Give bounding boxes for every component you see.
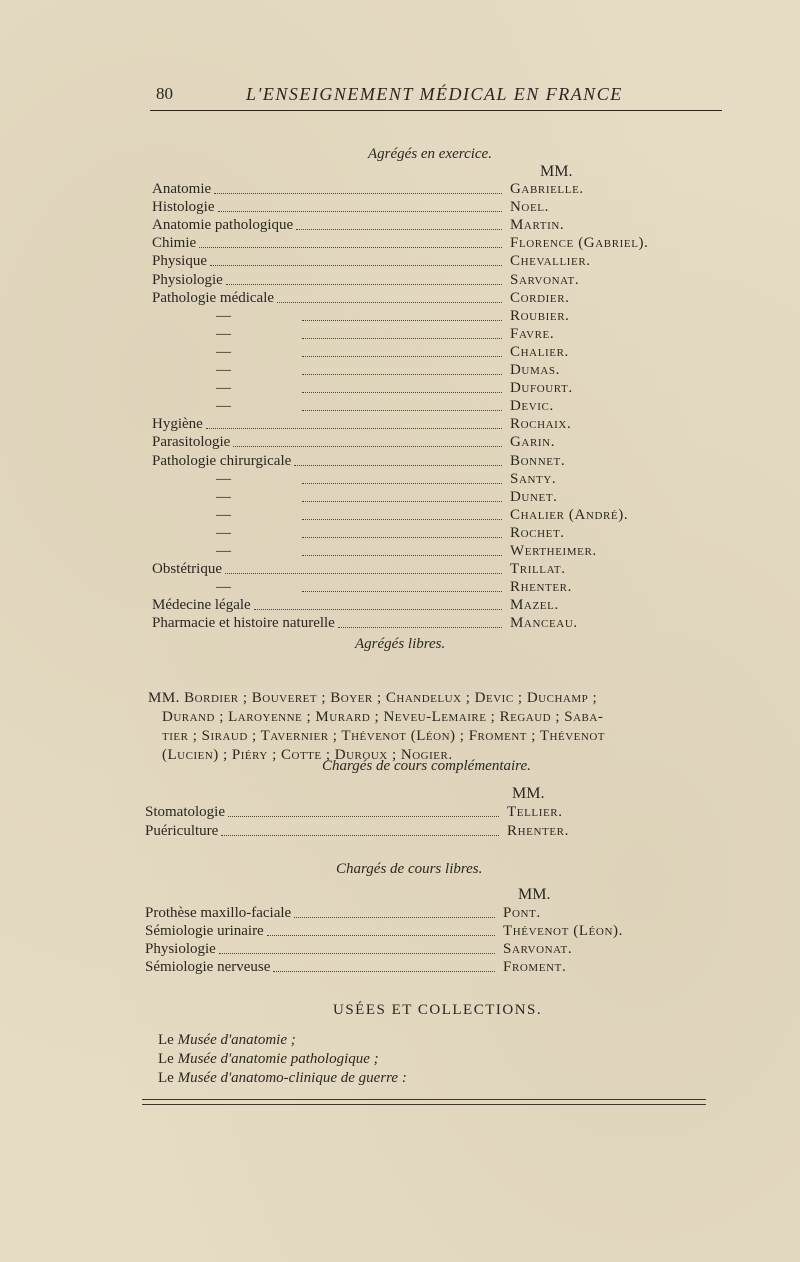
leader-dots xyxy=(302,555,502,556)
musee-name: Musée d'anatomie pathologique ; xyxy=(177,1051,379,1067)
entry-subject: Chimie xyxy=(152,235,197,252)
entry-name: Bonnet. xyxy=(510,452,566,469)
entry-subject: Physique xyxy=(152,253,208,270)
leader-dots xyxy=(214,193,502,194)
entry-row xyxy=(145,958,725,976)
entry-subject: Pharmacie et histoire naturelle xyxy=(152,615,335,632)
entry-row xyxy=(145,803,725,821)
section-title-musees: USÉES ET COLLECTIONS. xyxy=(333,1002,543,1018)
entry-row xyxy=(152,252,732,270)
entry-subject: Pathologie chirurgicale xyxy=(152,452,292,469)
libres-line: Durand ; Laroyenne ; Murard ; Neveu-Lemaire ; Regaud ; Saba- xyxy=(162,709,604,725)
entry-subject: Puériculture xyxy=(145,823,219,839)
leader-dots xyxy=(302,392,502,393)
entry-row xyxy=(152,361,732,379)
leader-dots xyxy=(210,265,502,266)
leader-dots xyxy=(218,211,502,212)
section-title-cours-complementaire: Chargés de cours complémentaire. xyxy=(322,758,531,774)
footer-rule xyxy=(142,1099,706,1100)
entry-name: Cordier. xyxy=(510,289,570,306)
entry-name: Florence (Gabriel). xyxy=(510,235,649,252)
entry-subject: Anatomie pathologique xyxy=(152,217,294,234)
entry-name: Noel. xyxy=(510,199,549,216)
entry-name: Rochaix. xyxy=(510,416,572,433)
entry-subject: — xyxy=(216,380,231,397)
entry-row xyxy=(152,289,732,307)
entry-row xyxy=(152,542,732,560)
entry-row xyxy=(152,506,732,524)
running-title: L'ENSEIGNEMENT MÉDICAL EN FRANCE xyxy=(246,84,623,104)
entry-name: Rhenter. xyxy=(507,823,569,839)
leader-dots xyxy=(233,446,502,447)
musee-prefix: Le xyxy=(158,1032,178,1048)
entry-subject: Physiologie xyxy=(145,941,216,957)
entry-name: Tellier. xyxy=(507,804,563,820)
entry-subject: Physiologie xyxy=(152,271,223,288)
entry-name: Trillat. xyxy=(510,561,566,578)
entry-row xyxy=(152,524,732,542)
entry-subject: — xyxy=(216,543,231,559)
leader-dots xyxy=(302,410,502,411)
mm-label: MM. xyxy=(518,886,551,903)
section-title-agreges-exercice: Agrégés en exercice. xyxy=(368,146,492,162)
entry-subject: — xyxy=(216,470,231,487)
leader-dots xyxy=(267,935,495,936)
entry-name: Rhenter. xyxy=(510,579,572,596)
footer-rule xyxy=(142,1104,706,1105)
mm-label: MM. xyxy=(540,163,573,180)
entry-name: Roubier. xyxy=(510,307,570,324)
libres-line: MM. Bordier ; Bouveret ; Boyer ; Chandelux ; Devic ; Duchamp ; xyxy=(148,690,598,706)
section-title-cours-libres: Chargés de cours libres. xyxy=(336,861,483,877)
entry-subject: Prothèse maxillo-faciale xyxy=(145,905,292,921)
entry-subject: — xyxy=(216,325,231,342)
entry-subject: — xyxy=(216,506,231,523)
musee-item xyxy=(158,1070,407,1087)
entry-subject: — xyxy=(216,524,231,541)
entry-row xyxy=(152,452,732,470)
mm-label: MM. xyxy=(512,785,545,802)
entry-subject: — xyxy=(216,362,231,378)
entry-name: Favre. xyxy=(510,325,555,342)
entry-name: Pont. xyxy=(503,905,541,921)
leader-dots xyxy=(338,627,502,628)
entry-subject: Stomatologie xyxy=(145,804,225,820)
leader-dots xyxy=(302,483,502,484)
entry-name: Chalier. xyxy=(510,343,569,360)
leader-dots xyxy=(294,465,502,466)
entry-name: Santy. xyxy=(510,470,557,487)
header-rule xyxy=(150,110,722,111)
leader-dots xyxy=(294,917,495,918)
entry-subject: Sémiologie urinaire xyxy=(145,923,264,939)
entry-name: Devic. xyxy=(510,398,554,415)
entry-subject: — xyxy=(216,579,231,596)
page-header xyxy=(150,84,722,112)
entry-subject: Hygiène xyxy=(152,416,203,433)
entry-subject: — xyxy=(216,488,231,505)
entry-subject: Médecine légale xyxy=(152,597,251,614)
leader-dots xyxy=(199,247,502,248)
leader-dots xyxy=(302,356,502,357)
entry-name: Dufourt. xyxy=(510,380,573,397)
leader-dots xyxy=(302,320,502,321)
entry-row xyxy=(152,415,732,433)
entry-subject: Pathologie médicale xyxy=(152,289,275,306)
libres-line: tier ; Siraud ; Tavernier ; Thévenot (Léon) ; Froment ; Thévenot xyxy=(162,728,605,744)
entry-name: Dumas. xyxy=(510,362,560,378)
entry-row xyxy=(152,614,732,632)
entry-name: Thévenot (Léon). xyxy=(503,923,623,939)
entry-name: Froment. xyxy=(503,959,567,975)
entry-name: Garin. xyxy=(510,434,556,451)
leader-dots xyxy=(221,835,499,836)
musee-name: Musée d'anatomo-clinique de guerre : xyxy=(177,1070,407,1086)
entry-subject: — xyxy=(216,398,231,415)
entry-row xyxy=(152,578,732,596)
leader-dots xyxy=(206,428,502,429)
leader-dots xyxy=(225,573,502,574)
entry-row xyxy=(152,560,732,578)
entry-subject: Sémiologie nerveuse xyxy=(145,959,271,975)
musee-item xyxy=(158,1032,296,1049)
leader-dots xyxy=(302,519,502,520)
entry-name: Sarvonat. xyxy=(503,941,573,957)
musee-item xyxy=(158,1051,379,1068)
entry-row xyxy=(152,216,732,234)
entry-row xyxy=(152,343,732,361)
entry-subject: Anatomie xyxy=(152,181,212,197)
entry-row xyxy=(152,271,732,289)
entry-subject: — xyxy=(216,307,231,324)
entry-subject: — xyxy=(216,343,231,360)
entry-row xyxy=(152,397,732,415)
leader-dots xyxy=(302,374,502,375)
entry-row xyxy=(145,922,725,940)
leader-dots xyxy=(226,284,502,285)
entry-name: Chevallier. xyxy=(510,253,591,270)
entry-row xyxy=(145,822,725,840)
page-number: 80 xyxy=(156,84,173,103)
entry-name: Chalier (André). xyxy=(510,506,629,523)
libres-line: (Lucien) ; Piéry ; Cotte ; Duroux ; Nogier. xyxy=(162,747,453,763)
musee-prefix: Le xyxy=(158,1070,178,1086)
entry-name: Sarvonat. xyxy=(510,271,580,288)
musee-name: Musée d'anatomie ; xyxy=(177,1032,296,1048)
entry-name: Mazel. xyxy=(510,597,559,614)
entry-row xyxy=(152,433,732,451)
entry-name: Manceau. xyxy=(510,615,578,632)
leader-dots xyxy=(296,229,502,230)
leader-dots xyxy=(228,816,499,817)
entry-row xyxy=(152,379,732,397)
entry-subject: Histologie xyxy=(152,199,215,216)
leader-dots xyxy=(302,591,502,592)
leader-dots xyxy=(277,302,502,303)
leader-dots xyxy=(302,501,502,502)
entry-row xyxy=(152,198,732,216)
entry-row xyxy=(152,325,732,343)
entry-row xyxy=(152,470,732,488)
entry-name: Dunet. xyxy=(510,488,558,505)
leader-dots xyxy=(254,609,502,610)
entry-row xyxy=(152,596,732,614)
entry-row xyxy=(152,234,732,252)
leader-dots xyxy=(302,537,502,538)
entry-row xyxy=(152,180,732,198)
entry-row xyxy=(145,904,725,922)
section-title-agreges-libres: Agrégés libres. xyxy=(355,636,446,652)
entry-name: Martin. xyxy=(510,217,565,234)
entry-subject: Obstétrique xyxy=(152,561,222,578)
entry-name: Rochet. xyxy=(510,524,565,541)
leader-dots xyxy=(273,971,495,972)
musee-prefix: Le xyxy=(158,1051,178,1067)
entry-row xyxy=(152,488,732,506)
entry-row xyxy=(145,940,725,958)
entry-subject: Parasitologie xyxy=(152,434,231,451)
leader-dots xyxy=(219,953,495,954)
entry-row xyxy=(152,307,732,325)
entry-name: Wertheimer. xyxy=(510,543,597,559)
leader-dots xyxy=(302,338,502,339)
entry-name: Gabrielle. xyxy=(510,181,584,197)
